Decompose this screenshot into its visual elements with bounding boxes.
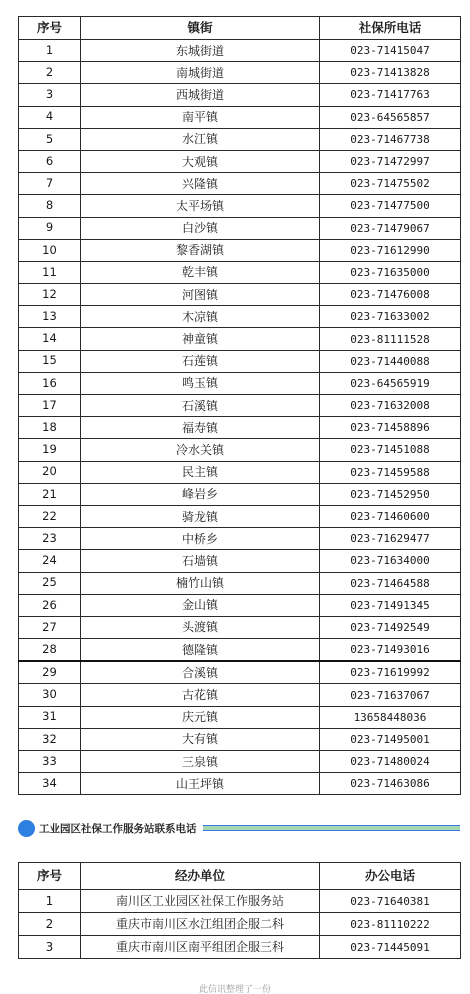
row-index: 7 (19, 173, 81, 195)
row-phone: 023-71476008 (320, 284, 461, 306)
row-name: 白沙镇 (81, 217, 320, 239)
header-phone: 社保所电话 (320, 17, 461, 40)
row-phone: 023-71480024 (320, 751, 461, 773)
row-phone: 023-71463086 (320, 773, 461, 795)
row-phone: 023-71464588 (320, 572, 461, 594)
row-name: 黎香湖镇 (81, 239, 320, 261)
row-index: 34 (19, 773, 81, 795)
row-index: 22 (19, 505, 81, 527)
row-phone: 023-71495001 (320, 728, 461, 750)
table-row (19, 616, 461, 638)
office-phone-table (18, 862, 461, 959)
table-row (19, 239, 461, 261)
row-name: 南平镇 (81, 106, 320, 128)
table-row (19, 195, 461, 217)
row-phone: 023-71637067 (320, 684, 461, 706)
row-phone: 023-71440088 (320, 350, 461, 372)
row-name: 南城街道 (81, 62, 320, 84)
row-name: 头渡镇 (81, 616, 320, 638)
row-index: 20 (19, 461, 81, 483)
row-phone: 023-71479067 (320, 217, 461, 239)
row-index: 29 (19, 661, 81, 684)
row-name: 中桥乡 (81, 528, 320, 550)
table-row (19, 461, 461, 483)
row-phone: 023-71632008 (320, 395, 461, 417)
table-row (19, 62, 461, 84)
row-phone: 023-71633002 (320, 306, 461, 328)
row-index: 19 (19, 439, 81, 461)
table-row (19, 372, 461, 394)
header-office-phone: 办公电话 (320, 863, 461, 890)
row-name: 太平场镇 (81, 195, 320, 217)
row-name: 金山镇 (81, 594, 320, 616)
row-index: 14 (19, 328, 81, 350)
row-phone: 023-71452950 (320, 483, 461, 505)
row-name: 庆元镇 (81, 706, 320, 728)
table-row (19, 572, 461, 594)
row-phone: 023-71477500 (320, 195, 461, 217)
row-name: 水江镇 (81, 128, 320, 150)
row-phone: 023-81110222 (320, 913, 461, 936)
table-row (19, 173, 461, 195)
row-phone: 023-71492549 (320, 616, 461, 638)
row-name: 大有镇 (81, 728, 320, 750)
table-row (19, 751, 461, 773)
header-township: 镇街 (81, 17, 320, 40)
row-name: 民主镇 (81, 461, 320, 483)
row-index: 3 (19, 936, 81, 959)
row-index: 24 (19, 550, 81, 572)
row-phone: 023-71445091 (320, 936, 461, 959)
table-row (19, 395, 461, 417)
row-index: 23 (19, 528, 81, 550)
row-index: 33 (19, 751, 81, 773)
table-row (19, 417, 461, 439)
row-name: 石溪镇 (81, 395, 320, 417)
row-phone: 023-71460600 (320, 505, 461, 527)
row-index: 8 (19, 195, 81, 217)
row-index: 1 (19, 890, 81, 913)
row-index: 6 (19, 150, 81, 172)
table-row (19, 684, 461, 706)
row-index: 2 (19, 913, 81, 936)
row-name: 三泉镇 (81, 751, 320, 773)
table-row (19, 936, 461, 959)
row-index: 9 (19, 217, 81, 239)
row-index: 13 (19, 306, 81, 328)
table-row (19, 106, 461, 128)
row-name: 合溪镇 (81, 661, 320, 684)
row-phone: 023-71413828 (320, 62, 461, 84)
row-name: 河图镇 (81, 284, 320, 306)
table-row (19, 550, 461, 572)
table-row (19, 217, 461, 239)
row-name: 骑龙镇 (81, 505, 320, 527)
blue-dot-icon (18, 820, 35, 837)
row-phone: 023-71467738 (320, 128, 461, 150)
row-phone: 023-71629477 (320, 528, 461, 550)
row-index: 32 (19, 728, 81, 750)
table-row (19, 439, 461, 461)
row-name: 重庆市南川区南平组团企服三科 (81, 936, 320, 959)
section-header (18, 818, 460, 838)
row-name: 石莲镇 (81, 350, 320, 372)
table-row (19, 528, 461, 550)
table-header-row (19, 863, 461, 890)
row-index: 28 (19, 639, 81, 662)
row-name: 东城街道 (81, 40, 320, 62)
row-phone: 023-71491345 (320, 594, 461, 616)
section-title: 工业园区社保工作服务站联系电话 (39, 822, 197, 835)
row-name: 兴隆镇 (81, 173, 320, 195)
row-index: 17 (19, 395, 81, 417)
row-phone: 023-64565919 (320, 372, 461, 394)
row-phone: 023-71415047 (320, 40, 461, 62)
row-phone: 023-71634000 (320, 550, 461, 572)
row-phone: 023-71475502 (320, 173, 461, 195)
row-phone: 023-71451088 (320, 439, 461, 461)
row-index: 31 (19, 706, 81, 728)
table-row (19, 84, 461, 106)
row-name: 德隆镇 (81, 639, 320, 662)
header-unit: 经办单位 (81, 863, 320, 890)
table-row (19, 306, 461, 328)
table-row (19, 639, 461, 662)
township-phone-table (18, 16, 461, 795)
table-row (19, 913, 461, 936)
row-index: 4 (19, 106, 81, 128)
row-phone: 023-71640381 (320, 890, 461, 913)
row-phone: 023-71619992 (320, 661, 461, 684)
row-phone: 023-71417763 (320, 84, 461, 106)
row-name: 山王坪镇 (81, 773, 320, 795)
table-row (19, 661, 461, 684)
table-row (19, 128, 461, 150)
table-header-row (19, 17, 461, 40)
row-index: 1 (19, 40, 81, 62)
row-index: 3 (19, 84, 81, 106)
row-index: 18 (19, 417, 81, 439)
row-index: 15 (19, 350, 81, 372)
row-index: 30 (19, 684, 81, 706)
row-index: 12 (19, 284, 81, 306)
row-name: 大观镇 (81, 150, 320, 172)
header-index: 序号 (19, 17, 81, 40)
footer-text: 此信讯整理了一份 (198, 985, 271, 994)
row-name: 峰岩乡 (81, 483, 320, 505)
row-name: 乾丰镇 (81, 261, 320, 283)
row-phone: 023-71612990 (320, 239, 461, 261)
table-row (19, 40, 461, 62)
row-index: 2 (19, 62, 81, 84)
row-name: 西城街道 (81, 84, 320, 106)
row-phone: 023-71472997 (320, 150, 461, 172)
table-row (19, 483, 461, 505)
row-name: 鸣玉镇 (81, 372, 320, 394)
row-name: 神童镇 (81, 328, 320, 350)
row-phone: 023-71635000 (320, 261, 461, 283)
row-name: 福寿镇 (81, 417, 320, 439)
table-row (19, 150, 461, 172)
header-index: 序号 (19, 863, 81, 890)
row-name: 古花镇 (81, 684, 320, 706)
row-index: 25 (19, 572, 81, 594)
row-index: 21 (19, 483, 81, 505)
table-row (19, 773, 461, 795)
table-row (19, 505, 461, 527)
row-index: 26 (19, 594, 81, 616)
table-row (19, 284, 461, 306)
row-index: 27 (19, 616, 81, 638)
section-divider (203, 825, 461, 831)
row-phone: 13658448036 (320, 706, 461, 728)
row-name: 南川区工业园区社保工作服务站 (81, 890, 320, 913)
table-row (19, 594, 461, 616)
row-name: 楠竹山镇 (81, 572, 320, 594)
table-row (19, 261, 461, 283)
row-name: 木凉镇 (81, 306, 320, 328)
row-name: 重庆市南川区水江组团企服二科 (81, 913, 320, 936)
table-row (19, 350, 461, 372)
row-index: 5 (19, 128, 81, 150)
row-phone: 023-71459588 (320, 461, 461, 483)
row-index: 10 (19, 239, 81, 261)
row-index: 11 (19, 261, 81, 283)
row-name: 冷水关镇 (81, 439, 320, 461)
table-row (19, 890, 461, 913)
row-index: 16 (19, 372, 81, 394)
table-row (19, 728, 461, 750)
row-phone: 023-81111528 (320, 328, 461, 350)
row-phone: 023-64565857 (320, 106, 461, 128)
row-name: 石墙镇 (81, 550, 320, 572)
row-phone: 023-71458896 (320, 417, 461, 439)
table-row (19, 706, 461, 728)
table-row (19, 328, 461, 350)
row-phone: 023-71493016 (320, 639, 461, 662)
